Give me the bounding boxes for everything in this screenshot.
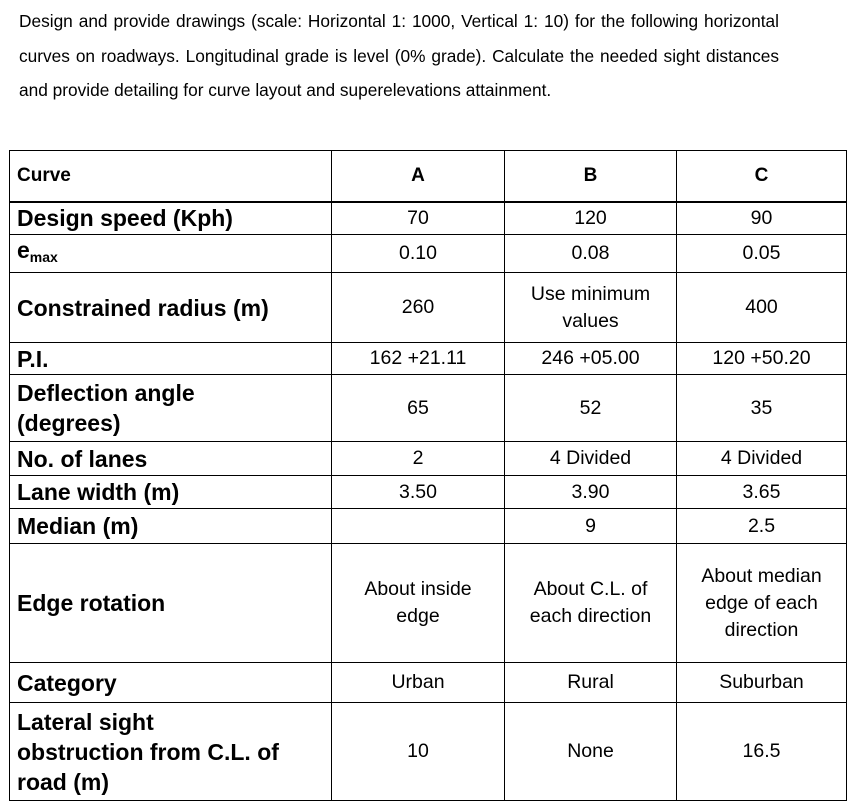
edge-rotation-b-line2: each direction [529,605,652,627]
median-c: 2.5 [677,509,847,544]
edge-rotation-b [505,544,677,663]
lane-width-b: 3.90 [505,476,677,509]
edge-rotation-a-line2: edge [396,605,440,627]
median-b: 9 [505,509,677,544]
lateral-a: 10 [332,703,505,801]
deflection-a: 65 [332,375,505,442]
emax-a: 0.10 [332,235,505,273]
lateral-c: 16.5 [677,703,847,801]
deflection-label-line2: (degrees) [17,410,121,436]
lanes-row [10,442,847,476]
lateral-b: None [505,703,677,801]
pi-a: 162 +21.11 [332,343,505,375]
lateral-label [10,703,332,801]
deflection-label-line1: Deflection angle [17,380,195,406]
edge-rotation-a [332,544,505,663]
design-speed-b: 120 [505,202,677,235]
emax-label-main: e [17,237,30,263]
radius-label: Constrained radius (m) [10,273,332,343]
lanes-c: 4 Divided [677,442,847,476]
lateral-obstruction-row [10,703,847,801]
design-speed-c: 90 [677,202,847,235]
radius-c: 400 [677,273,847,343]
median-a [332,509,505,544]
design-speed-a: 70 [332,202,505,235]
median-row [10,509,847,544]
deflection-label [10,375,332,442]
category-b: Rural [505,663,677,703]
design-speed-label: Design speed (Kph) [10,202,332,235]
header-curve-a: A [332,151,505,202]
edge-rotation-b-line1: About C.L. of [533,578,648,600]
category-a: Urban [332,663,505,703]
category-label: Category [10,663,332,703]
deflection-b: 52 [505,375,677,442]
lane-width-label: Lane width (m) [10,476,332,509]
lanes-a: 2 [332,442,505,476]
lane-width-a: 3.50 [332,476,505,509]
intro-paragraph: Design and provide drawings (scale: Horizontal 1: 1000, Vertical 1: 10) for the following horizontal curves on roadways. Longitudinal grade is level (0% grade). Calculate the needed sight distances and provide detailing for curve layout and superelevations attainment. [19,11,779,100]
radius-row [10,273,847,343]
lanes-label: No. of lanes [10,442,332,476]
lanes-b: 4 Divided [505,442,677,476]
header-curve-label: Curve [10,151,332,202]
lane-width-c: 3.65 [677,476,847,509]
pi-label: P.I. [10,343,332,375]
radius-a: 260 [332,273,505,343]
lateral-label-line1: Lateral sight [17,708,154,735]
deflection-c: 35 [677,375,847,442]
radius-b-line1: Use minimum [530,282,651,305]
edge-rotation-label: Edge rotation [10,544,332,663]
emax-row [10,235,847,273]
median-label: Median (m) [10,509,332,544]
lateral-label-line2: obstruction from C.L. of [17,738,279,765]
edge-rotation-c-line2: edge of each [705,591,818,614]
header-curve-b: B [505,151,677,202]
edge-rotation-c [677,544,847,663]
category-row [10,663,847,703]
curve-specification-table [9,150,847,801]
edge-rotation-row [10,544,847,663]
category-c: Suburban [677,663,847,703]
header-curve-c: C [677,151,847,202]
radius-b-line2: values [562,309,619,332]
edge-rotation-c-line1: About median [701,564,822,587]
pi-row [10,343,847,375]
table-header-row [10,151,847,202]
edge-rotation-c-line3: direction [724,618,799,641]
design-speed-row [10,202,847,235]
lane-width-row [10,476,847,509]
edge-rotation-a-line1: About inside [364,578,472,600]
emax-b: 0.08 [505,235,677,273]
lateral-label-line3: road (m) [17,768,109,795]
deflection-row [10,375,847,442]
emax-label-sub: max [29,249,58,265]
emax-c: 0.05 [677,235,847,273]
pi-c: 120 +50.20 [677,343,847,375]
pi-b: 246 +05.00 [505,343,677,375]
emax-label [10,235,332,273]
radius-b [505,273,677,343]
